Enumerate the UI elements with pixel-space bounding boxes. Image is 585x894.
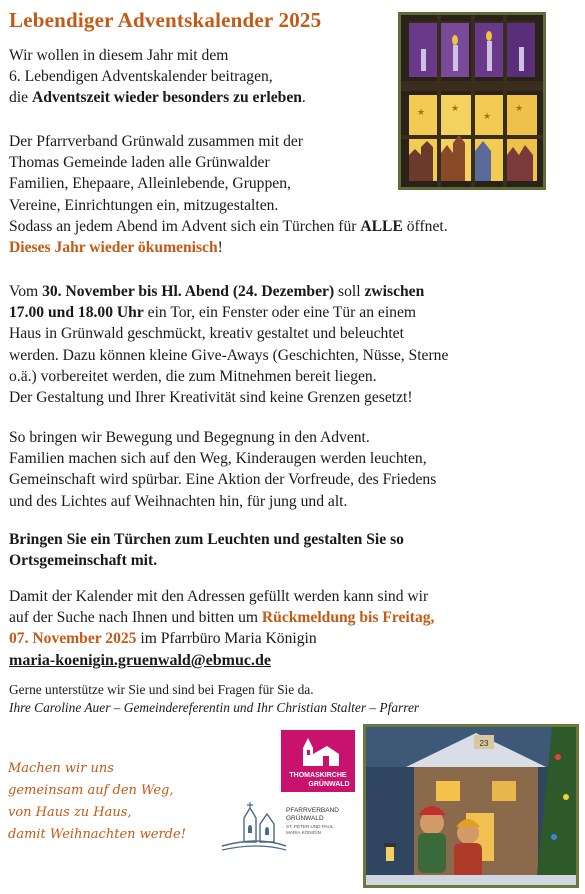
invitation-line-5-pre: Sodass an jedem Abend im Advent sich ein Türchen für xyxy=(9,217,361,235)
community-line-4: und des Lichtes auf Weihnachten hin, für jung und alt. xyxy=(9,492,348,510)
contact-line-3-post: im Pfarrbüro Maria Königin xyxy=(136,630,317,648)
church-towers-icon xyxy=(218,796,358,862)
details-line-2 xyxy=(9,302,448,323)
motto-line-1: Machen wir uns xyxy=(8,761,114,776)
details-line-1-pre: Vom xyxy=(9,283,43,300)
thomaskirche-logo xyxy=(281,730,355,792)
call-to-action-line-1: Bringen Sie ein Türchen zum Leuchten und gestalten Sie so xyxy=(9,531,404,548)
details-line-6: Der Gestaltung und Ihrer Kreativität sind keine Grenzen gesetzt! xyxy=(9,389,413,407)
svg-text:★: ★ xyxy=(417,107,426,117)
pfarr-logo-line-4: MARIA KÖNIGIN xyxy=(286,830,321,835)
date-range: 30. November bis Hl. Abend (24. Dezember) xyxy=(42,283,335,300)
call-to-action xyxy=(9,529,404,571)
signature-line: Ihre Caroline Auer – Gemeindereferentin und Ihr Christian Stalter – Pfarrer xyxy=(9,700,420,715)
motto-line-3: von Haus zu Haus, xyxy=(8,805,132,820)
svg-text:★: ★ xyxy=(515,103,524,113)
closing-line: Gerne unterstütze wir Sie und sind bei Fragen für Sie da. xyxy=(9,682,314,697)
community-paragraph xyxy=(9,427,436,512)
motto-line-4: damit Weihnachten werde! xyxy=(8,827,186,842)
details-line-3: Haus in Grünwald geschmückt, kreativ gestaltet und beleuchtet xyxy=(9,325,404,343)
invitation-line-5-post: öffnet. xyxy=(402,217,448,235)
svg-text:★: ★ xyxy=(451,103,460,113)
pfarr-logo-line-3: ST. PETER UND PAUL xyxy=(286,824,334,829)
pfarrverband-logo xyxy=(218,796,358,862)
contact-line-2-pre: auf der Suche nach Ihnen und bitten um xyxy=(9,609,262,627)
contact-line-2 xyxy=(9,607,434,628)
invitation-line-5-bold: ALLE xyxy=(360,217,403,235)
deadline-highlight: Rückmeldung bis Freitag, xyxy=(261,609,435,627)
community-line-1: So bringen wir Bewegung und Begegnung in den Advent. xyxy=(9,429,370,446)
pfarr-logo-line-1: PFARRVERBAND xyxy=(286,807,339,814)
details-line-1-mid: soll xyxy=(334,283,365,300)
details-line-1-bold: zwischen xyxy=(364,283,425,300)
deadline-date: 07. November 2025 xyxy=(9,630,137,648)
details-paragraph xyxy=(9,281,448,408)
intro-line-2: 6. Lebendigen Adventskalender beitragen, xyxy=(9,68,273,86)
community-line-3: Gemeinschaft wird spürbar. Eine Aktion der Vorfreude, des Friedens xyxy=(9,471,437,489)
email-link[interactable]: maria-koenigin.gruenwald@ebmuc.de xyxy=(9,651,271,669)
church-icon xyxy=(281,730,355,792)
ecumenical-highlight: Dieses Jahr wieder ökumenisch xyxy=(9,239,218,257)
intro-line-3-bold: Adventszeit wieder besonders zu erleben xyxy=(31,89,302,107)
intro-line-3 xyxy=(9,87,306,108)
pfarr-logo-line-2: GRÜNWALD xyxy=(286,815,324,822)
thomas-logo-line-2: GRÜNWALD xyxy=(308,781,350,788)
contact-paragraph xyxy=(9,586,434,671)
children-at-door-illustration xyxy=(366,727,576,885)
community-line-2: Familien machen sich auf den Weg, Kinderaugen werden leuchten, xyxy=(9,450,427,468)
contact-line-3 xyxy=(9,628,434,649)
invitation-line-3: Familien, Ehepaare, Alleinlebende, Gruppen, xyxy=(9,175,291,193)
details-line-4: werden. Dazu können kleine Give-Aways (Geschichten, Nüsse, Sterne xyxy=(9,346,449,364)
invitation-line-4: Vereine, Einrichtungen ein, mitzugestalten. xyxy=(9,196,279,214)
advent-calendar-image xyxy=(363,724,579,888)
invitation-line-2: Thomas Gemeinde laden alle Grünwalder xyxy=(9,154,270,172)
time-range: 17.00 und 18.00 Uhr xyxy=(9,304,144,322)
thomas-logo-line-1: THOMASKIRCHE xyxy=(289,772,347,779)
svg-text:★: ★ xyxy=(483,111,492,121)
invitation-line-5 xyxy=(9,216,448,237)
door-number: 23 xyxy=(479,739,489,748)
details-line-2-post: ein Tor, ein Fenster oder eine Tür an einem xyxy=(143,304,416,322)
intro-line-3-post: . xyxy=(301,89,306,107)
contact-line-1: Damit der Kalender mit den Adressen gefüllt werden kann sind wir xyxy=(9,588,429,605)
intro-line-3-pre: die xyxy=(9,89,32,107)
details-line-5: o.ä.) vorbereitet werden, die zum Mitnehmen bereit liegen. xyxy=(9,367,377,385)
invitation-paragraph xyxy=(9,131,448,258)
handwritten-motto xyxy=(8,758,186,846)
invitation-line-6-post: ! xyxy=(217,239,223,257)
intro-line-1: Wir wollen in diesem Jahr mit dem xyxy=(9,47,229,64)
motto-line-2: gemeinsam auf den Weg, xyxy=(8,783,174,798)
intro-paragraph xyxy=(9,45,306,109)
page-title: Lebendiger Adventskalender 2025 xyxy=(9,8,322,32)
call-to-action-line-2: Ortsgemeinschaft mit. xyxy=(9,552,158,570)
invitation-line-6 xyxy=(9,237,448,258)
details-line-1 xyxy=(9,281,448,302)
invitation-line-1: Der Pfarrverband Grünwald zusammen mit der xyxy=(9,133,304,150)
